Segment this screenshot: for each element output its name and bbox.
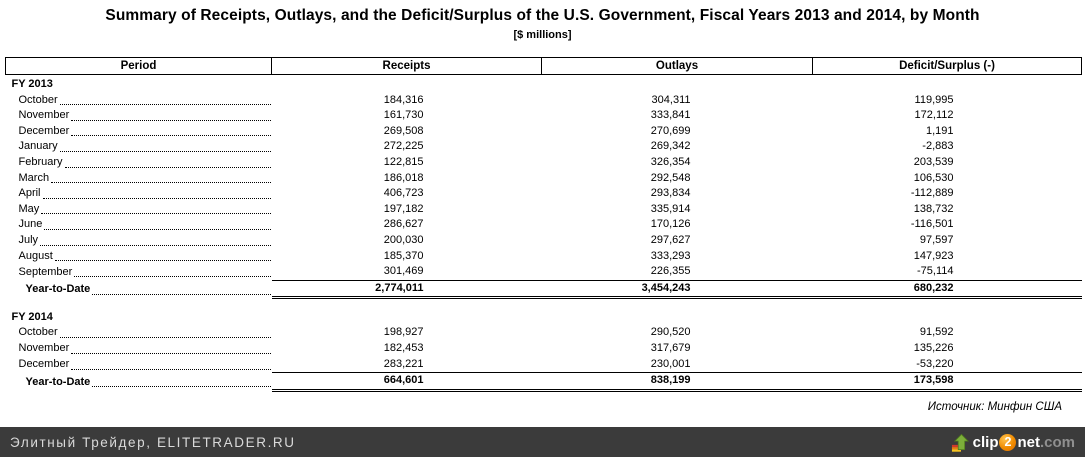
receipts-cell: 198,927	[383, 326, 424, 339]
dotted-leader	[60, 93, 271, 106]
table-row	[6, 357, 1082, 373]
table-row	[6, 124, 1082, 140]
period-cell	[6, 202, 272, 218]
deficit-surplus-cell: 91,592	[919, 326, 954, 339]
deficit-surplus-cell: 173,598	[813, 373, 1082, 391]
logo-net-text: net	[1017, 433, 1040, 451]
receipts-cell: 182,453	[383, 342, 424, 354]
period-label: November	[18, 342, 70, 354]
outlays-cell: 333,841	[650, 109, 691, 122]
logo-two-badge: 2	[999, 434, 1016, 451]
dotted-leader	[92, 282, 270, 295]
receipts-cell: 406,723	[383, 187, 424, 200]
outlays-cell: 290,520	[650, 326, 691, 339]
dotted-leader	[60, 325, 271, 338]
receipts-cell: 185,370	[383, 249, 424, 262]
deficit-surplus-cell: -112,889	[910, 187, 954, 200]
receipts-cell: 286,627	[383, 218, 424, 231]
period-label: Year-to-Date	[25, 375, 91, 388]
dotted-leader	[44, 217, 270, 230]
dotted-leader	[40, 233, 270, 246]
period-label: March	[18, 171, 50, 184]
total-row	[6, 280, 1082, 298]
outlays-cell: 838,199	[542, 373, 813, 391]
period-label: June	[18, 218, 43, 231]
outlays-cell: 3,454,243	[542, 280, 813, 298]
section-label: FY 2013	[11, 78, 53, 90]
column-header-outlays: Outlays	[542, 58, 813, 75]
column-header-deficit-surplus: Deficit/Surplus (-)	[813, 58, 1082, 75]
receipts-cell: 200,030	[383, 233, 424, 246]
outlays-cell: 333,293	[650, 249, 691, 262]
outlays-cell: 226,355	[650, 265, 691, 278]
summary-table	[5, 57, 1082, 392]
period-label: February	[18, 155, 63, 168]
receipts-cell: 2,774,011	[272, 280, 542, 298]
period-label: November	[18, 109, 70, 122]
deficit-surplus-cell: -2,883	[922, 140, 954, 153]
table-row	[6, 264, 1082, 280]
deficit-surplus-cell: 147,923	[913, 249, 954, 262]
logo-clip-text: clip	[972, 433, 999, 451]
receipts-cell: 283,221	[383, 357, 424, 370]
period-cell	[6, 233, 272, 249]
total-row	[6, 373, 1082, 391]
period-cell	[6, 139, 272, 155]
deficit-surplus-cell: 135,226	[913, 342, 954, 354]
outlays-cell: 317,679	[650, 342, 691, 354]
period-label: May	[18, 202, 40, 215]
period-cell	[6, 249, 272, 265]
deficit-surplus-cell: 203,539	[913, 155, 954, 168]
period-cell	[6, 93, 272, 109]
receipts-cell: 197,182	[383, 202, 424, 215]
table-row	[6, 233, 1082, 249]
deficit-surplus-cell: 1,191	[925, 124, 954, 137]
period-cell	[6, 325, 272, 341]
outlays-cell: 270,699	[650, 124, 691, 137]
table-row	[6, 171, 1082, 187]
table-row	[6, 217, 1082, 233]
deficit-surplus-cell: 119,995	[914, 93, 954, 106]
outlays-cell: 293,834	[650, 187, 691, 200]
receipts-cell: 269,508	[383, 124, 424, 137]
period-label: July	[18, 233, 39, 246]
receipts-cell: 301,469	[383, 265, 424, 278]
period-cell	[6, 341, 272, 357]
dotted-leader	[65, 155, 271, 168]
column-header-period: Period	[6, 58, 272, 75]
dotted-leader	[71, 357, 270, 370]
dotted-leader	[55, 249, 271, 262]
dotted-leader	[71, 341, 270, 354]
outlays-cell: 230,001	[650, 357, 691, 370]
receipts-cell: 272,225	[383, 140, 424, 153]
footer-bar	[0, 427, 1085, 457]
period-cell	[6, 357, 272, 373]
table-row	[6, 325, 1082, 341]
table-row	[6, 155, 1082, 171]
period-cell	[6, 108, 272, 124]
period-label: December	[18, 358, 70, 371]
deficit-surplus-cell: -75,114	[917, 265, 954, 278]
outlays-cell: 326,354	[650, 155, 691, 168]
logo-com-text: .com	[1039, 433, 1075, 451]
deficit-surplus-cell: 138,732	[913, 202, 954, 215]
units-subtitle: [$ millions]	[513, 29, 572, 41]
dotted-leader	[43, 186, 271, 199]
dotted-leader	[71, 124, 270, 137]
outlays-cell: 292,548	[650, 171, 691, 184]
receipts-cell: 186,018	[383, 171, 424, 184]
page-title: Summary of Receipts, Outlays, and the Deficit/Surplus of the U.S. Government, Fiscal Years 2013 and 2014, by Month	[105, 7, 980, 24]
dotted-leader	[60, 139, 271, 152]
receipts-cell: 184,316	[383, 93, 424, 106]
dotted-leader	[92, 375, 270, 388]
period-cell	[6, 186, 272, 202]
period-cell	[6, 171, 272, 187]
outlays-cell: 269,342	[650, 140, 691, 153]
dotted-leader	[41, 202, 270, 215]
table-header	[6, 58, 1082, 75]
column-header-receipts: Receipts	[272, 58, 542, 75]
outlays-cell: 335,914	[650, 202, 691, 215]
period-label: October	[18, 93, 58, 106]
period-label: September	[18, 265, 73, 278]
header-row	[6, 58, 1082, 75]
table-row	[6, 249, 1082, 265]
section-label: FY 2014	[11, 310, 53, 323]
table-row	[6, 139, 1082, 155]
receipts-cell: 161,730	[383, 109, 424, 122]
table-row	[6, 202, 1082, 218]
period-cell	[6, 155, 272, 171]
deficit-surplus-cell: -116,501	[910, 218, 954, 231]
period-label: October	[18, 326, 58, 339]
dotted-leader	[51, 171, 270, 184]
deficit-surplus-cell: 97,597	[919, 233, 954, 246]
deficit-surplus-cell: 172,112	[914, 109, 954, 122]
period-label: December	[18, 124, 70, 137]
deficit-surplus-cell: 106,530	[913, 171, 954, 184]
table-body	[6, 75, 1082, 391]
period-label: Year-to-Date	[25, 283, 91, 296]
period-cell	[6, 217, 272, 233]
section-header-row	[6, 308, 1082, 326]
upload-arrow-icon	[951, 433, 970, 452]
outlays-cell: 304,311	[651, 93, 691, 106]
period-cell	[6, 373, 272, 391]
section-header-row	[6, 75, 1082, 93]
table-row	[6, 341, 1082, 357]
period-label: January	[18, 140, 58, 153]
table-row	[6, 108, 1082, 124]
brand-text: Элитный Трейдер, ELITETRADER.RU	[10, 434, 296, 450]
dotted-leader	[71, 108, 270, 121]
outlays-cell: 297,627	[650, 233, 691, 246]
period-label: August	[18, 249, 53, 262]
period-cell	[6, 280, 272, 298]
receipts-cell: 122,815	[383, 155, 424, 168]
table-row	[6, 93, 1082, 109]
period-cell	[6, 264, 272, 280]
period-cell	[6, 124, 272, 140]
table-row	[6, 186, 1082, 202]
section-spacer-row	[6, 298, 1082, 308]
clip2net-logo[interactable]	[951, 433, 1075, 452]
outlays-cell: 170,126	[650, 218, 691, 231]
deficit-surplus-cell: -53,220	[916, 357, 954, 370]
dotted-leader	[74, 265, 270, 278]
receipts-cell: 664,601	[272, 373, 542, 391]
clip2net-wordmark	[973, 434, 1075, 451]
source-note: Источник: Минфин США	[927, 400, 1062, 413]
period-label: April	[18, 187, 41, 200]
deficit-surplus-cell: 680,232	[813, 280, 1082, 298]
